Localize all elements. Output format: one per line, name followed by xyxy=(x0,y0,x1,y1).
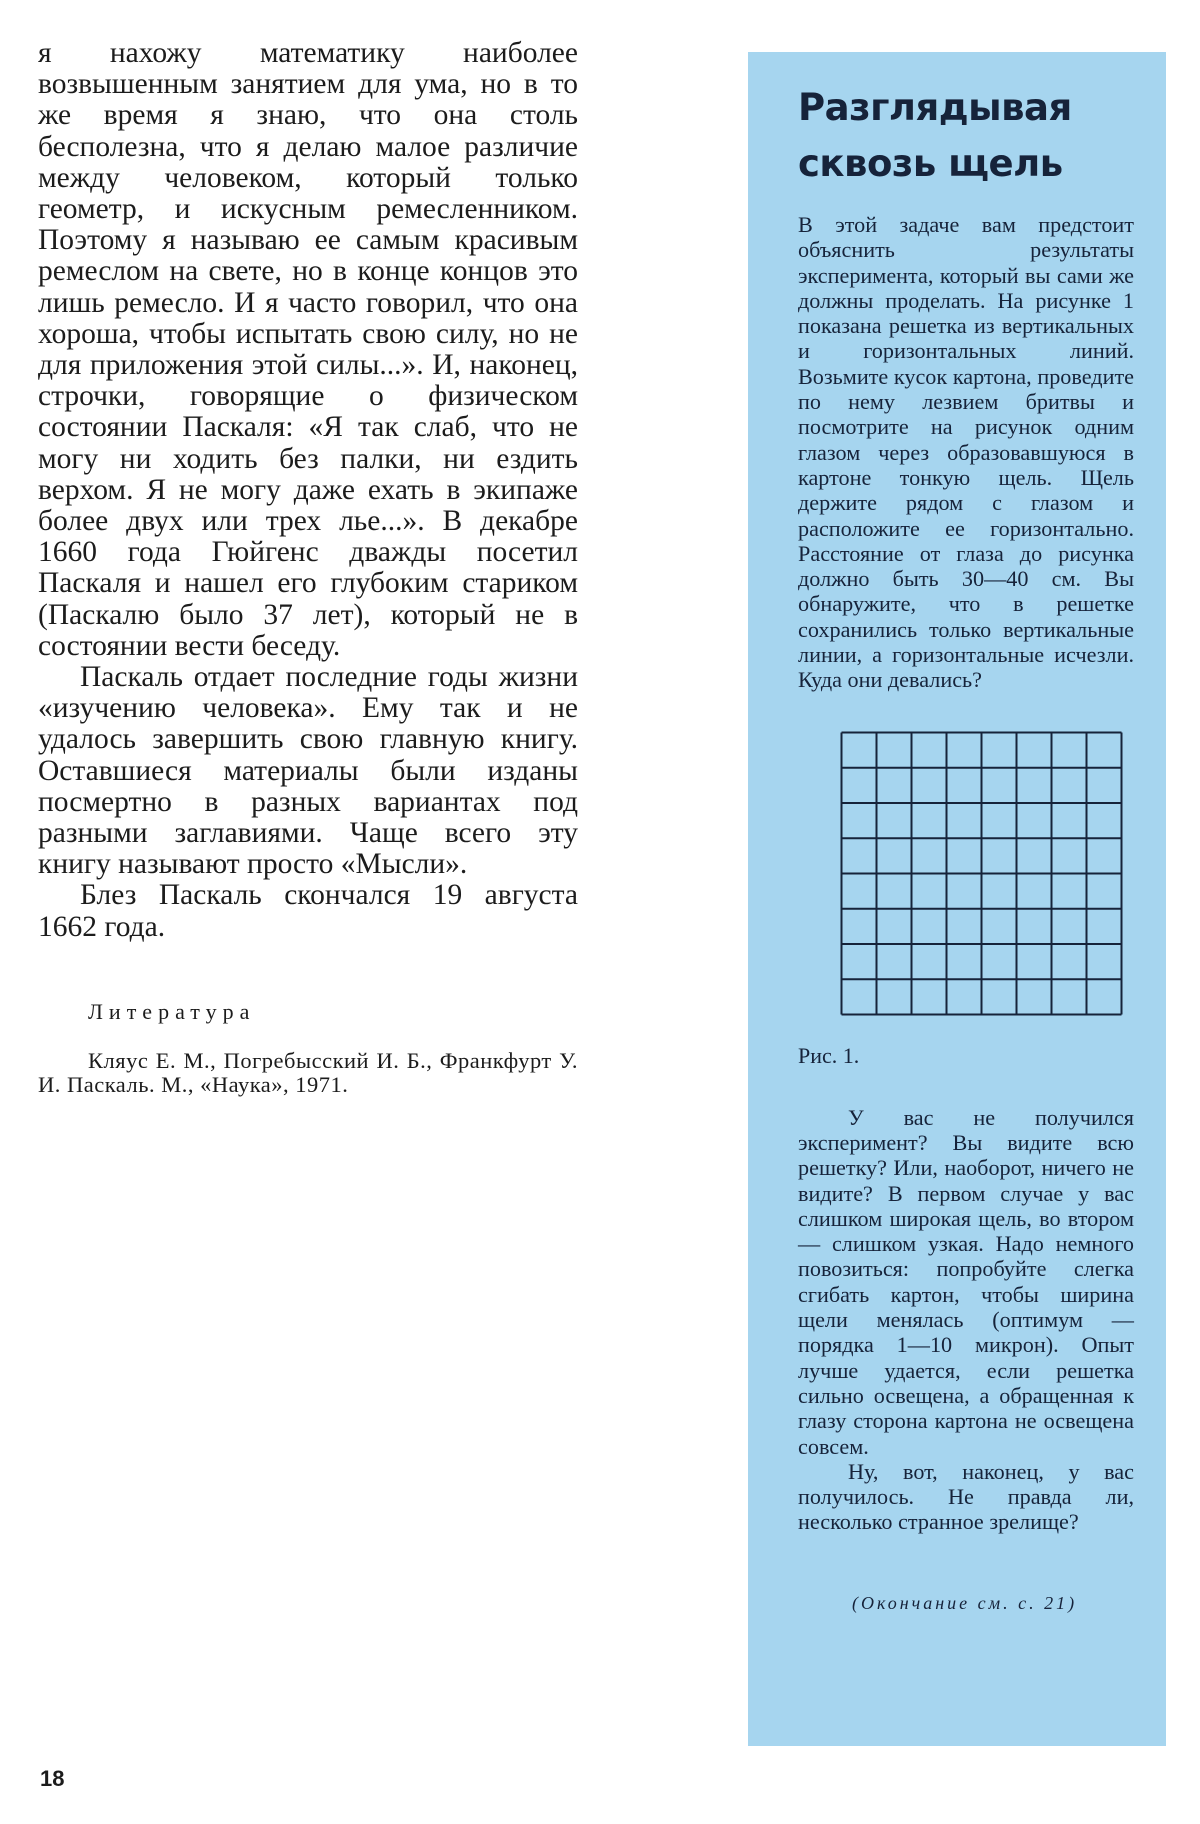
literature-entry: Кляус Е. М., Погребысский И. Б., Франкфурт У. И. Паскаль. М., «Наука», 1971. xyxy=(38,1047,578,1097)
sidebar-content xyxy=(798,80,1134,1614)
puzzle-sidebar xyxy=(748,52,1166,1746)
article-paragraph-2: Паскаль отдает последние годы жизни «изучению человека». Ему так и не удалось завершить свою главную книгу. Оставшиеся материалы были изданы посмертно в разных вариантах под разными заглавиями. Чаще всего эту книгу называют просто «Мысли». xyxy=(38,661,578,881)
article-paragraph-3: Блез Паскаль скончался 19 августа 1662 года. xyxy=(38,879,578,943)
literature-heading: Литература xyxy=(88,998,256,1024)
article-paragraph-1: я нахожу математику наиболее возвышенным занятием для ума, но в то же время я знаю, что она столь бесполезна, что я делаю малое различие между человеком, который только геометр, и искусным ремесленником. Поэтому я называю ее самым красивым ремеслом на свете, но в конце концов это лишь ремесло. И я часто говорил, что она хороша, чтобы испытать свою силу, но не для приложения этой силы...». И, наконец, строчки, говорящие о физическом состоянии Паскаля: «Я так слаб, что не могу ни ходить без палки, ни ездить верхом. Я не могу даже ехать в экипаже более двух или трех лье...». В декабре 1660 года Гюйгенс дважды посетил Паскаля и нашел его глубоким стариком (Паскалю было 37 лет), который не в состоянии вести беседу. xyxy=(38,37,578,662)
page-number: 18 xyxy=(40,1766,65,1791)
sidebar-title-line-1: Разглядывая xyxy=(798,86,1072,129)
figure-caption: Рис. 1. xyxy=(798,1042,860,1068)
sidebar-paragraph-3: Ну, вот, наконец, у вас получилось. Не правда ли, несколько странное зрелище? xyxy=(798,1458,1134,1535)
sidebar-title-line-2: сквозь щель xyxy=(798,142,1063,185)
continuation-note: (Окончание см. с. 21) xyxy=(852,1592,1078,1613)
main-article-column xyxy=(38,38,578,1097)
grid-figure xyxy=(840,731,1123,1016)
sidebar-paragraph-2: У вас не получился эксперимент? Вы видите всю решетку? Или, наоборот, ничего не видите? В первом случае у вас слишком широкая щель, во втором — слишком узкая. Надо немного повозиться: попробуйте слегка сгибать картон, чтобы ширина щели менялась (оптимум — порядка 1—10 микрон). Опыт лучше удается, если решетка сильно освещена, а обращенная к глазу сторона картона не освещена совсем. xyxy=(798,1104,1134,1459)
sidebar-intro: В этой задаче вам предстоит объяснить результаты эксперимента, который вы сами же должны проделать. На рисунке 1 показана решетка из вертикальных и горизонтальных линий. Возьмите кусок картона, проведите по нему лезвием бритвы и посмотрите на рисунок одним глазом через образовавшуюся в картоне тонкую щель. Щель держите рядом с глазом и расположите ее горизонтально. Расстояние от глаза до рисунка должно быть 30—40 см. Вы обнаружите, что в решетке сохранились только вертикальные линии, а горизонтальные исчезли. Куда они девались? xyxy=(798,212,1134,693)
sidebar-title xyxy=(798,80,1134,192)
